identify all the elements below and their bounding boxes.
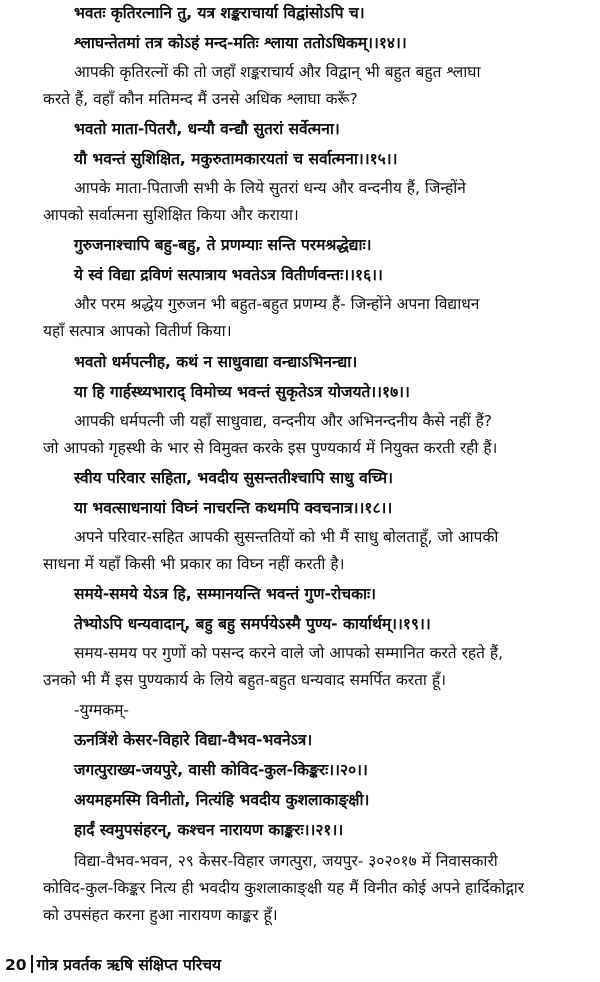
verse-21-line-1: अयमहमस्मि विनीतो, नित्यंहि भवदीय कुशलाकाङ्क्षी। xyxy=(74,791,370,809)
translation-19-line-1: समय-समय पर गुणों को पसन्द करने वाले जो आपको सम्मानित करते रहते हैं, xyxy=(74,644,504,662)
translation-15-line-1: आपके माता-पिताजी सभी के लिये सुतरां धन्य और वन्दनीय हैं, जिन्होंने xyxy=(74,179,466,197)
translation-18-line-2: साधना में यहाँ किसी भी प्रकार का विघ्न नहीं करती है। xyxy=(43,555,345,573)
translation-16-line-2: यहाँ सत्पात्र आपको वितीर्ण किया। xyxy=(43,322,232,340)
page-footer xyxy=(5,954,221,976)
verse-21-line-2: हार्दं स्वमुपसंहरन्, कश्चन नारायण काङ्करः।।२१।। xyxy=(74,821,344,839)
translation-16-line-1: और परम श्रद्धेय गुरुजन भी बहुत-बहुत प्रणम्य हैं- जिन्होंने अपना विद्याधन xyxy=(74,295,480,313)
translation-19-line-2: उनको भी मैं इस पुण्यकार्य के लिये बहुत-बहुत धन्यवाद समर्पित करता हूँ। xyxy=(43,671,446,689)
verse-20-line-1: ऊनत्रिंशे केसर-विहारे विद्या-वैभव-भवनेऽत्र। xyxy=(74,731,313,749)
verse-19-line-2: तेभ्योऽपि धन्यवादान्, बहु बहु समर्पयेऽस्मै पुण्य- कार्यार्थम्।।१९।। xyxy=(74,615,431,633)
verse-16-line-2: ये स्वं विद्या द्रविणं सत्पात्राय भवतेऽत्र वितीर्णवन्तः।।१६।। xyxy=(74,266,383,284)
translation-15-line-2: आपको सर्वात्मना सुशिक्षित किया और कराया। xyxy=(43,206,299,224)
verse-18-line-1: स्वीय परिवार सहिता, भवदीय सुसन्ततीश्चापि साधु वच्मि। xyxy=(74,469,393,487)
translation-14-line-1: आपकी कृतिरत्नों की तो जहाँ शङ्कराचार्य और विद्वान् भी बहुत बहुत श्लाघा xyxy=(74,63,481,81)
verse-15-line-1: भवतो माता-पितरौ, धन्यौ वन्द्यौ सुतरां सर्वेत्मना। xyxy=(74,120,340,138)
verse-19-line-1: समये-समये येऽत्र हि, सम्मानयन्ति भवन्तं गुण-रोचकाः। xyxy=(74,585,377,603)
book-title: गोत्र प्रवर्तक ऋषि संक्षिप्त परिचय xyxy=(36,956,222,974)
verse-15-line-2: यौ भवन्तं सुशिक्षित, मकुरुतामकारयतां च सर्वात्मना।।१५।। xyxy=(74,150,398,168)
verse-17-line-1: भवतो धर्मपत्नीह, कथं न साधुवाद्या वन्द्याऽभिनन्द्या। xyxy=(74,353,358,371)
verse-20-line-2: जगत्पुराख्य-जयपुरे, वासी कोविद-कुल-किङ्करः।।२०।। xyxy=(74,761,368,779)
translation-18-line-1: अपने परिवार-सहित आपकी सुसन्ततियों को भी मैं साधु बोलताहूँ, जो आपकी xyxy=(74,528,499,546)
verse-14-line-1: भवतः कृतिरत्नानि तु, यत्र शङ्कराचार्या विद्वांसोऽपि च। xyxy=(74,4,365,22)
verse-18-line-2: या भवत्साधनायां विघ्नं नाचरन्ति कथमपि क्वचनात्र।।१८।। xyxy=(74,499,393,517)
verse-16-line-1: गुरुजनाश्चापि बहु-बहु, ते प्रणम्याः सन्ति परमश्रद्धेद्याः। xyxy=(74,236,372,254)
translation-20-21-line-2: कोविद-कुल-किङ्कर नित्य ही भवदीय कुशलाकाङ्क्षी यह मैं विनीत कोई अपने हार्दिकोद्गार xyxy=(43,879,525,897)
translation-17-line-1: आपकी धर्मपत्नी जी यहाँ साधुवाद्य, वन्दनीय और अभिनन्दनीय कैसे नहीं हैं? xyxy=(74,412,493,430)
page-number: 20 xyxy=(5,956,27,974)
translation-14-line-2: करते हैं, वहाँ कौन मतिमन्द मैं उनसे अधिक श्लाघा करूँ? xyxy=(43,90,358,108)
translation-20-21-line-3: को उपसंहत करना हुआ नारायण काङ्कर हूँ। xyxy=(43,906,278,924)
footer-divider xyxy=(31,955,33,973)
yugmakam-heading: -युग्मकम्- xyxy=(74,701,129,719)
verse-14-line-2: श्लाघन्तेतमां तत्र कोऽहं मन्द-मतिः श्लाया ततोऽधिकम्।।१४।। xyxy=(74,34,407,52)
verse-17-line-2: या हि गार्हस्थ्यभाराद् विमोच्य भवन्तं सुकृतेऽत्र योजयते।।१७।। xyxy=(74,383,410,401)
translation-20-21-line-1: विद्या-वैभव-भवन, २९ केसर-विहार जगत्पुरा, जयपुर- ३०२०१७ में निवासकारी xyxy=(74,852,498,870)
translation-17-line-2: जो आपको गृहस्थी के भार से विमुक्त करके इस पुण्यकार्य में नियुक्त करती रही हैं। xyxy=(43,439,498,457)
